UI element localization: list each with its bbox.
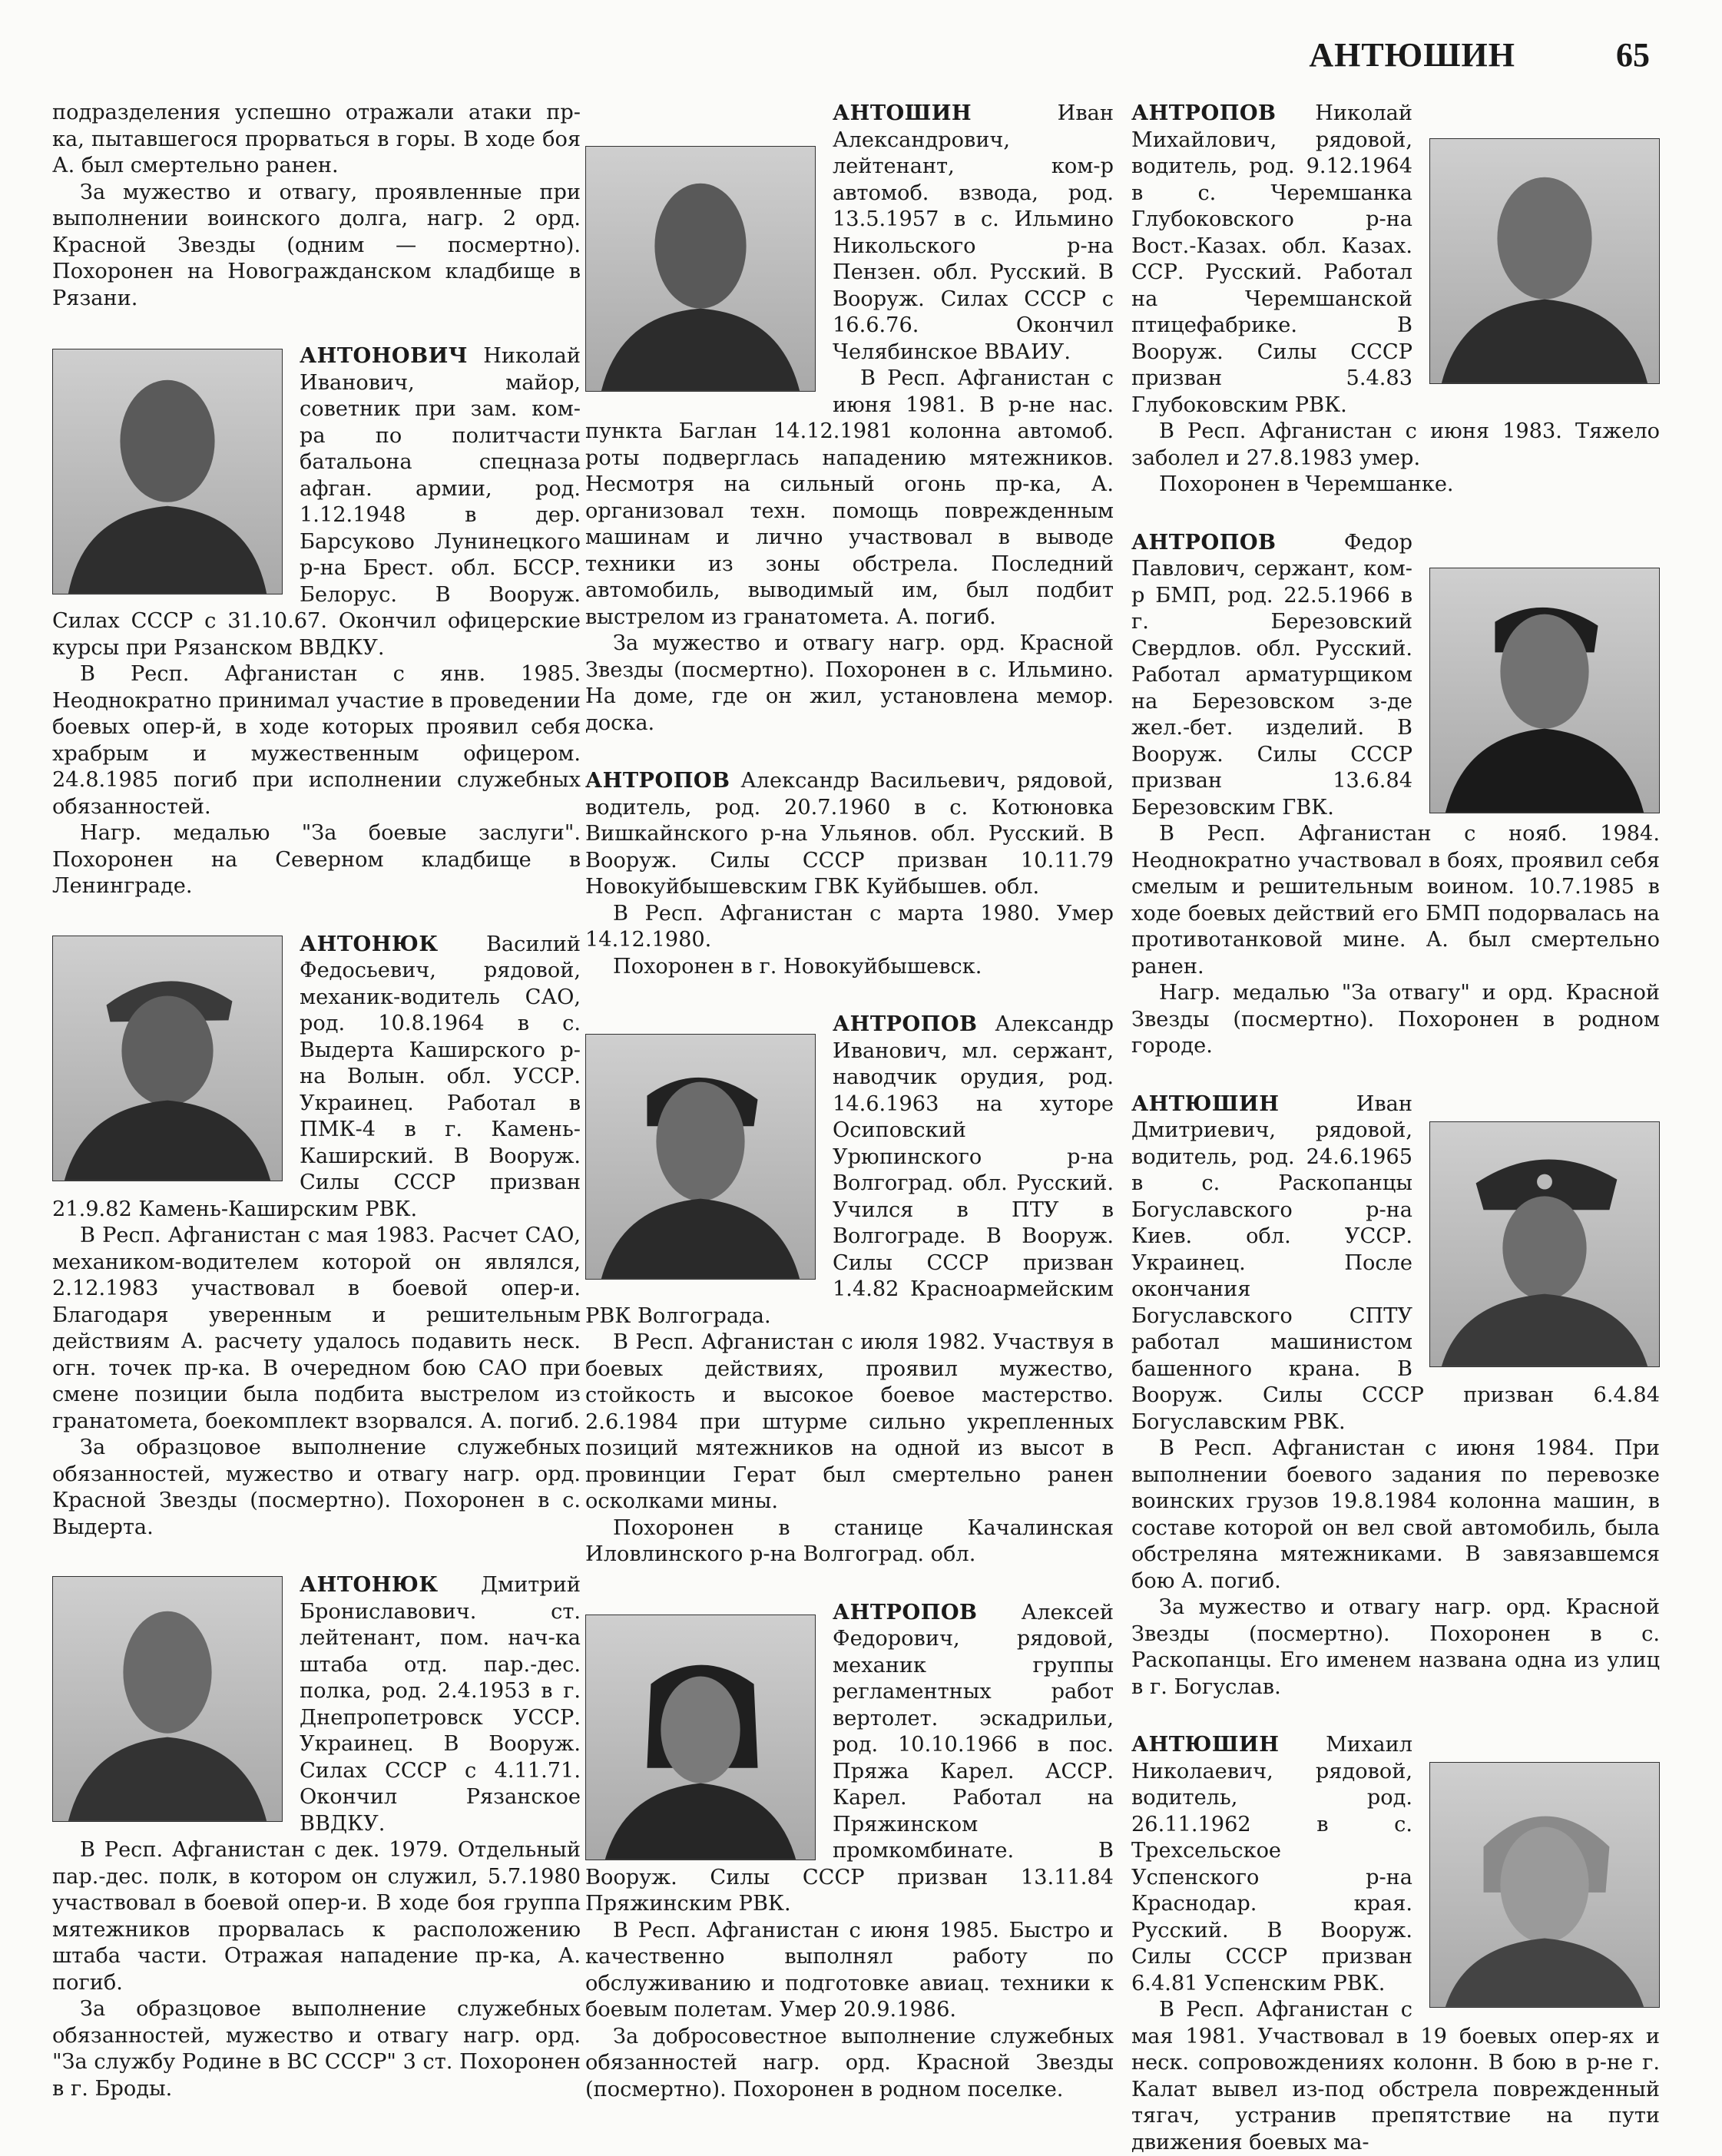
- entry-text: Алексей Федорович, рядовой, механик группы регламентных работ вертолет. эскадрильи, род. 10.10.1966 в пос. Пряжа Карел. АССР. Карел. Работал на Пряжинском промкомбинате. В Вооруж. Силы СССР призван 13.11.84 Пряжинским РВК.: [585, 1600, 1114, 1916]
- portrait-silhouette: [1430, 139, 1659, 383]
- portrait-photo: [1429, 568, 1660, 813]
- entry-text: За мужество и отвагу нагр. орд. Красной Звезды (посмертно). Похоронен в с. Раскопанцы. Его именем названа одна из улиц в г. Богуслав.: [1131, 1595, 1660, 1699]
- entry-text: В Респ. Афганистан с дек. 1979. Отдельный пар.-дес. полк, в котором он служил, 5.7.1980 участвовал в боевой опер-и. В ходе боя группа мятежников прорвалась к расположению штаба части. Отражая нападение пр-ка, А. погиб.: [52, 1838, 581, 1995]
- entry-antropov-nikolai: [1131, 100, 1660, 498]
- entry-antonyuk-dmitry: [52, 1571, 581, 2102]
- entry-text: В Респ. Афганистан с июля 1982. Участвуя в боевых действиях, проявил мужество, стойкость и высокое боевое мастерство. 2.6.1984 при штурме сильно укрепленных позиций мятежников на одной из высот в провинции Герат был смертельно ранен осколками мины.: [585, 1330, 1114, 1513]
- entry-text: Михаил Николаевич, рядовой, водитель, род. 26.11.1962 в с. Трехсельское Успенского р-на Краснодар. края. Русский. В Вооруж. Силы СССР призван 6.4.81 Успенским РВК.: [1131, 1733, 1412, 1995]
- entry-text: Федор Павлович, сержант, ком-р БМП, род. 22.5.1966 в г. Березовский Свердлов. обл. Русский. Работал арматурщиком на Березовском з-де жел.-бет. изделий. В Вооруж. Силы СССР призван 13.6.84 Березовским ГВК.: [1131, 530, 1412, 820]
- entry-text: Похоронен в Черемшанке.: [1159, 472, 1454, 496]
- entry-text: В Респ. Афганистан с янв. 1985. Неоднократно принимал участие в проведении боевых опер-й, в ходе которых проявил себя храбрым и мужественным офицером. 24.8.1985 погиб при исполнении служебных обязанностей.: [52, 662, 581, 819]
- headword: АНТРОПОВ: [585, 768, 730, 793]
- portrait-silhouette: [586, 1035, 815, 1279]
- entry-text: За добросовестное выполнение служебных обязанностей нагр. орд. Красной Звезды (посмертно). Похоронен в родном поселке.: [585, 2024, 1114, 2101]
- entry-antonyuk-vasily: [52, 931, 581, 1542]
- entry-text: Нагр. медалью "За боевые заслуги". Похоронен на Северном кладбище в Ленинграде.: [52, 821, 581, 898]
- entry-antyushin-mikhail: [1131, 1731, 1660, 2156]
- entry-antoshin-ivan: [585, 100, 1114, 737]
- entry-text: Похоронен в станице Качалинская Иловлинского р-на Волгоград. обл.: [585, 1515, 1114, 1566]
- column-2: [585, 100, 1114, 2101]
- page-header: [52, 29, 1650, 83]
- entry-text: Василий Федосьевич, рядовой, механик-водитель САО, род. 10.8.1964 в с. Выдерта Каширского р-на Волын. обл. УССР. Украинец. Работал в ПМК-4 в г. Камень-Каширский. В Вооруж. Силы СССР призван 21.9.82 Камень-Каширским РВК.: [52, 932, 581, 1221]
- entry-text: За образцовое выполнение служебных обязанностей, мужество и отвагу нагр. орд. Красной Звезды (посмертно). Похоронен в с. Выдерта.: [52, 1436, 581, 1539]
- entry-lead: [1131, 100, 1660, 419]
- entry-text: Нагр. медалью "За отвагу" и орд. Красной Звезды (посмертно). Похоронен в родном городе.: [1131, 981, 1660, 1058]
- entry-text: В Респ. Афганистан с июня 1981. В р-не нас. пункта Баглан 14.12.1981 колонна автомоб. роты подверглась нападению мятежников. Несмотря на сильный огонь пр-ка, А. организовал техн. помощь поврежденным машинам и лично участвовал в выводе техники из зоны обстрела. Последний автомобиль, выводимый им, был подбит выстрелом из гранатомета. А. погиб.: [585, 366, 1114, 629]
- headword: АНТОНЮК: [300, 931, 439, 956]
- entry-text: Александр Васильевич, рядовой, водитель, род. 20.7.1960 в с. Котюновка Вишкайнского р-на Ульянов. обл. Русский. В Вооруж. Силы СССР призван 10.11.79 Новокуйбышевским ГВК Куйбышев. обл.: [585, 769, 1114, 899]
- entry-text: В Респ. Афганистан с мая 1981. Участвовал в 19 боевых опер-ях и неск. сопровождениях колонн. В бою в р-не г. Калат вывел из-под обстрела поврежденный тягач, устранив препятствие на пути движения боевых ма-: [1131, 1998, 1660, 2154]
- entry-text: Николай Михайлович, рядовой, водитель, род. 9.12.1964 в с. Черемшанка Глубоковского р-на Вост.-Казах. обл. Казах. ССР. Русский. Работал на Черемшанской птицефабрике. В Вооруж. Силы СССР призван 5.4.83 Глубоковским РВК.: [1131, 101, 1412, 417]
- entry-text: В Респ. Афганистан с июня 1983. Тяжело заболел и 27.8.1983 умер.: [1131, 419, 1660, 470]
- entry-text: Александр Иванович, мл. сержант, наводчик орудия, род. 14.6.1963 на хуторе Осиповский Урюпинского р-на Волгоград. обл. Русский. Учился в ПТУ в Волгограде. В Вооруж. Силы СССР призван 1.4.82 Красноармейским РВК Волгограда.: [585, 1012, 1114, 1328]
- entry-text: За мужество и отвагу, проявленные при выполнении воинского долга, нагр. 2 орд. Красной Звезды (одним — посмертно). Похоронен на Новогражданском кладбище в Рязани.: [52, 180, 581, 310]
- portrait-silhouette: [53, 1577, 282, 1821]
- entry-text: Иван Александрович, лейтенант, ком-р автомоб. взвода, род. 13.5.1957 в с. Ильмино Никольского р-на Пензен. обл. Русский. В Вооруж. Силах СССР с 16.6.76. Окончил Челябинское ВВАИУ.: [833, 101, 1114, 364]
- portrait-silhouette: [53, 936, 282, 1181]
- page-number: 65: [1616, 36, 1650, 74]
- column-3: [1131, 100, 1660, 2154]
- headword: АНТРОПОВ: [1131, 101, 1277, 125]
- portrait-photo: [52, 349, 283, 594]
- entry-text: В Респ. Афганистан с марта 1980. Умер 14.12.1980.: [585, 901, 1114, 952]
- entry-antropov-alexander-v: [585, 767, 1114, 980]
- portrait-silhouette: [586, 1615, 815, 1860]
- entry-antropov-fedor: [1131, 529, 1660, 1060]
- headword: АНТРОПОВ: [833, 1012, 978, 1036]
- entry-text: Николай Иванович, майор, советник при зам. ком-ра по политчасти батальона спецназа афган. армии, род. 1.12.1948 в дер. Барсуково Лунинецкого р-на Брест. обл. БССР. Белорус. В Вооруж. Силах СССР с 31.10.67. Окончил офицерские курсы при Рязанском ВВДКУ.: [52, 344, 581, 660]
- portrait-silhouette: [1430, 568, 1659, 813]
- column-1: [52, 100, 581, 2101]
- entry-antonovich-nikolai: [52, 343, 581, 900]
- portrait-photo: [585, 1615, 816, 1860]
- entry-lead: [585, 100, 1114, 366]
- running-head: АНТЮШИН: [1309, 36, 1515, 74]
- portrait-photo: [585, 146, 816, 392]
- entry-lead: [585, 1599, 1114, 1918]
- entry-lead: [52, 1571, 581, 1837]
- entry-text: Иван Дмитриевич, рядовой, водитель, род. 24.6.1965 в с. Раскопанцы Богуславского р-на Киев. обл. УССР. Украинец. После окончания Богуславского СПТУ работал машинистом башенного крана. В Вооруж. Силы СССР призван 6.4.84 Богуславским РВК.: [1131, 1091, 1660, 1434]
- portrait-photo: [52, 1576, 283, 1822]
- entry-lead: [1131, 1091, 1660, 1436]
- entry-text: В Респ. Афганистан с мая 1983. Расчет САО, механиком-водителем которой он являлся, 2.12.1983 участвовал в боевой опер-и. Благодаря уверенным и решительным действиям А. расчету удалось подавить неск. огн. точек пр-ка. В очередном бою САО при смене позиции была подбита выстрелом из гранатомета, боекомплект взорвался. А. погиб.: [52, 1224, 581, 1433]
- headword: АНТЮШИН: [1131, 1732, 1280, 1757]
- headword: АНТРОПОВ: [1131, 529, 1277, 555]
- entry-antyushin-ivan: [1131, 1091, 1660, 1701]
- entry-text: подразделения успешно отражали атаки пр-ка, пытавшегося прорваться в горы. В ходе боя А. был смертельно ранен.: [52, 101, 581, 177]
- headword: АНТОШИН: [833, 101, 972, 125]
- entry-text: За образцовое выполнение служебных обязанностей, мужество и отвагу нагр. орд. "За службу Родине в ВС СССР" 3 ст. Похоронен в г. Броды.: [52, 1997, 581, 2101]
- entry-antropov-alexander-i: [585, 1011, 1114, 1568]
- entry-lead: [1131, 1731, 1660, 1997]
- portrait-silhouette: [1430, 1763, 1659, 2007]
- portrait-photo: [1429, 1762, 1660, 2008]
- portrait-photo: [1429, 138, 1660, 384]
- entry-lead: [585, 767, 1114, 901]
- headword: АНТОНОВИЧ: [300, 343, 469, 368]
- headword: АНТЮШИН: [1131, 1091, 1280, 1116]
- entry-continuation: [52, 100, 581, 312]
- entry-text: Дмитрий Брониславович. ст. лейтенант, пом. нач-ка штаба отд. пар.-дес. полка, род. 2.4.1953 в г. Днепропетровск УССР. Украинец. В Вооруж. Силах СССР с 4.11.71. Окончил Рязанское ВВДКУ.: [300, 1573, 581, 1836]
- headword: АНТОНЮК: [300, 1572, 439, 1597]
- entry-text: За мужество и отвагу нагр. орд. Красной Звезды (посмертно). Похоронен в с. Ильмино. На доме, где он жил, установлена мемор. доска.: [585, 631, 1114, 735]
- entry-lead: [585, 1011, 1114, 1330]
- entry-text: Похоронен в г. Новокуйбышевск.: [613, 954, 982, 979]
- entry-text: В Респ. Афганистан с нояб. 1984. Неоднократно участвовал в боях, проявил себя смелым и решительным воином. 10.7.1985 в ходе боевых действий его БМП подорвалась на противотанковой мине. А. был смертельно ранен.: [1131, 822, 1660, 979]
- portrait-silhouette: [586, 147, 815, 391]
- portrait-photo: [585, 1034, 816, 1280]
- portrait-silhouette: [1430, 1122, 1659, 1366]
- entry-lead: [52, 931, 581, 1224]
- portrait-silhouette: [53, 349, 282, 594]
- entry-antropov-alexei: [585, 1599, 1114, 2104]
- entry-lead: [52, 343, 581, 661]
- entry-text: В Респ. Афганистан с июня 1985. Быстро и качественно выполнял работу по обслуживанию и подготовке авиац. техники к боевым полетам. Умер 20.9.1986.: [585, 1918, 1114, 2022]
- portrait-photo: [52, 936, 283, 1181]
- headword: АНТРОПОВ: [833, 1599, 978, 1624]
- portrait-photo: [1429, 1121, 1660, 1367]
- entry-lead: [1131, 529, 1660, 822]
- entry-text: В Респ. Афганистан с июня 1984. При выполнении боевого задания по перевозке воинских грузов 19.8.1984 колонна машин, в составе которой он вел свой автомобиль, была обстреляна мятежниками. В завязавшемся бою А. погиб.: [1131, 1436, 1660, 1593]
